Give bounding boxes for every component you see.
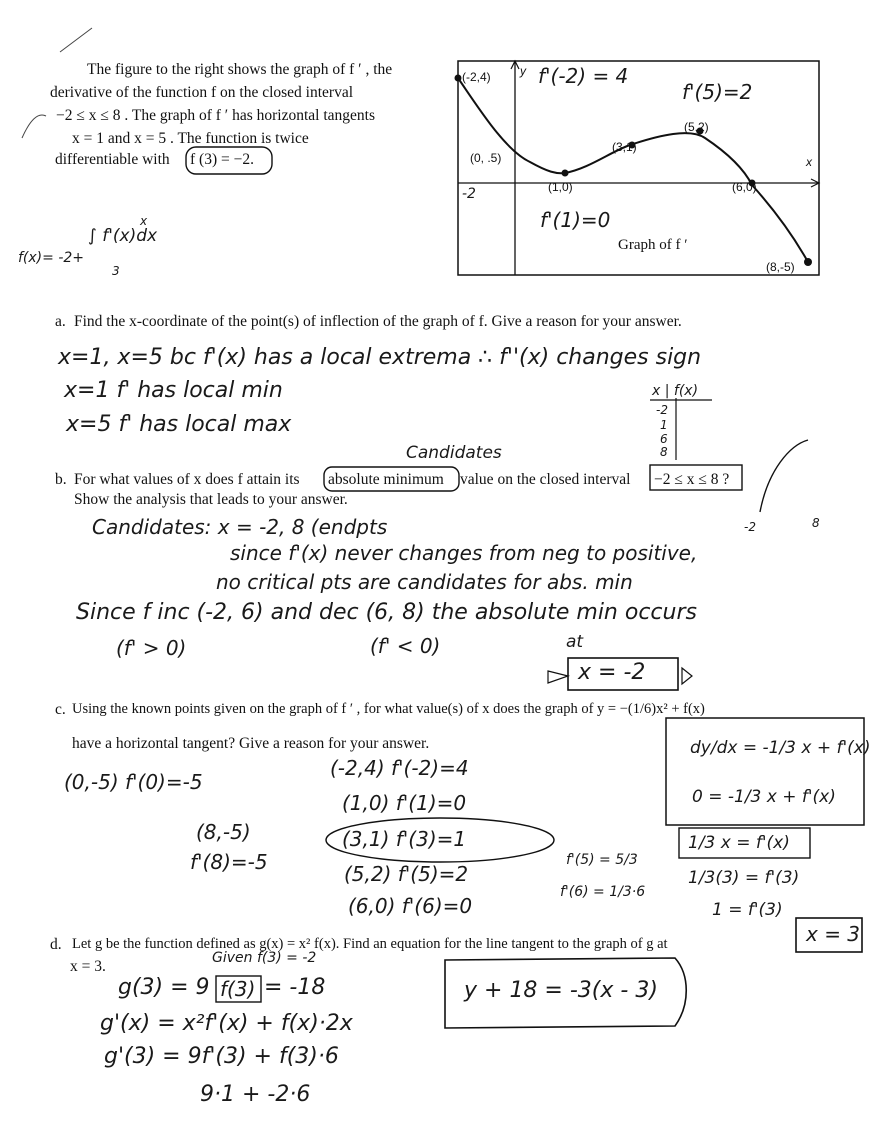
intro-line-2: derivative of the function f on the closed interval: [50, 84, 354, 101]
part-b-final: x = -2: [578, 660, 646, 685]
sketch-curve: [760, 440, 808, 512]
part-c-box-eq1: dy/dx = -1/3 x + f'(x): [690, 738, 871, 758]
part-b-label: b.: [55, 471, 67, 488]
intro-line-3: −2 ≤ x ≤ 8 . The graph of f ′ has horizontal tangents: [56, 107, 375, 124]
part-c-question: Using the known points given on the graph of f ′ , for what value(s) of x does the graph of y = −(1/6)x² + f(x): [72, 701, 705, 717]
part-d-question: Let g be the function defined as g(x) = x² f(x). Find an equation for the line tangent to the graph of g at: [72, 936, 668, 952]
part-c-right-2: f'(6) = 1/3·6: [560, 884, 646, 900]
side-table-v2: 1: [660, 418, 668, 432]
part-d-work-3: g'(3) = 9f'(3) + f(3)·6: [104, 1044, 339, 1069]
part-d-question-2: x = 3.: [70, 958, 106, 975]
label-3-1: (3,1): [612, 140, 637, 154]
part-b-answer-5b: (f' < 0): [370, 634, 441, 658]
margin-fx: f(x)= -2+: [18, 250, 85, 266]
sketch-right-label: 8: [812, 516, 820, 530]
margin-scribble: [60, 28, 92, 52]
point-neg2-4: [455, 75, 462, 82]
part-b-question-2: Show the analysis that leads to your answer.: [74, 491, 348, 508]
part-d-work-2: g'(x) = x²f'(x) + f(x)·2x: [100, 1011, 353, 1036]
part-c-final: x = 3: [806, 922, 861, 946]
part-a-answer-2: x=1 f' has local min: [64, 378, 283, 403]
intro-line-4: x = 1 and x = 5 . The function is twice: [72, 130, 309, 147]
intro-f3-given: f (3) = −2.: [190, 151, 254, 168]
margin-lower: 3: [112, 264, 120, 278]
label-6-0: (6,0): [732, 180, 757, 194]
label-neg2-4: (-2,4): [462, 70, 491, 84]
part-b-answer-3: no critical pts are candidates for abs. min: [216, 570, 633, 594]
part-d-work-4: 9·1 + -2·6: [200, 1082, 311, 1107]
part-d-final: y + 18 = -3(x - 3): [464, 978, 658, 1003]
x-axis-label: x: [806, 155, 812, 169]
part-c-left-3: f'(8)=-5: [190, 850, 268, 874]
part-b-question-box: absolute minimum: [328, 471, 444, 488]
part-a-answer-1: x=1, x=5 bc f'(x) has a local extrema ∴ f''(x) changes sign: [58, 345, 702, 370]
part-b-answer-5a: (f' > 0): [116, 636, 187, 660]
side-table-v4: 8: [660, 445, 668, 459]
graph-title: Graph of f ′: [618, 237, 688, 253]
intro-line-5: differentiable with: [55, 151, 170, 168]
part-c-mid-1: (-2,4) f'(-2)=4: [330, 756, 469, 780]
label-8-neg5: (8,-5): [766, 260, 795, 274]
note-neg2: -2: [462, 186, 476, 202]
point-8-neg5: [804, 258, 812, 266]
label-1-0: (1,0): [548, 180, 573, 194]
label-5-2: (5,2): [684, 120, 709, 134]
part-d-work-1a: g(3) = 9: [118, 975, 210, 1000]
part-c-right-1: f'(5) = 5/3: [566, 852, 638, 868]
candidates-note: Candidates: [406, 443, 502, 463]
part-c-mid-4: (5,2) f'(5)=2: [344, 862, 469, 886]
part-d-given: Given f(3) = -2: [212, 950, 317, 966]
y-axis-label: y: [520, 64, 526, 78]
star-left: [548, 671, 568, 683]
part-b-at: at: [566, 632, 584, 652]
part-c-label: c.: [55, 701, 66, 718]
margin-upper: x: [140, 214, 148, 228]
part-d-label: d.: [50, 936, 62, 953]
part-c-box-eq5: 1 = f'(3): [712, 900, 783, 920]
part-d-work-1c: = -18: [264, 975, 326, 1000]
side-table-v1: -2: [656, 403, 668, 417]
part-c-box-eq2: 0 = -1/3 x + f'(x): [692, 787, 836, 807]
sketch-left-label: -2: [744, 520, 756, 534]
part-c-left-1: (0,-5) f'(0)=-5: [64, 770, 203, 794]
part-b-question-a: For what values of x does f attain its: [74, 471, 300, 488]
part-b-answer-1: Candidates: x = -2, 8 (endpts: [92, 515, 388, 539]
part-c-mid-3: (3,1) f'(3)=1: [342, 827, 467, 851]
part-c-mid-5: (6,0) f'(6)=0: [348, 894, 473, 918]
part-b-answer-2: since f'(x) never changes from neg to positive,: [230, 541, 698, 565]
margin-integral: ∫ f'(x)dx: [88, 226, 158, 246]
side-table-header: x | f(x): [652, 383, 699, 399]
part-a-label: a.: [55, 313, 66, 330]
f-prime-curve: [458, 78, 808, 262]
intro-line-1: The figure to the right shows the graph of f ′ , the: [87, 61, 393, 78]
note-fprime-5: f'(5)=2: [682, 80, 753, 104]
side-table-v3: 6: [660, 432, 668, 446]
star-right: [682, 668, 692, 684]
part-b-question-b: value on the closed interval: [460, 471, 631, 488]
note-fprime-1: f'(1)=0: [540, 208, 611, 232]
label-0-05: (0, .5): [470, 151, 502, 165]
part-c-box-eq3: 1/3 x = f'(x): [688, 833, 790, 853]
part-c-box-eq4: 1/3(3) = f'(3): [688, 868, 800, 888]
point-1-0: [562, 170, 569, 177]
part-a-answer-3: x=5 f' has local max: [66, 412, 292, 437]
note-fprime-neg2: f'(-2) = 4: [538, 64, 629, 88]
part-c-left-2: (8,-5): [196, 820, 251, 844]
part-c-mid-2: (1,0) f'(1)=0: [342, 791, 467, 815]
c-box: [666, 718, 864, 825]
part-d-work-1b: f(3): [220, 977, 256, 1001]
part-b-answer-4: Since f inc (-2, 6) and dec (6, 8) the absolute min occurs: [76, 600, 697, 625]
part-a-question: Find the x-coordinate of the point(s) of inflection of the graph of f. Give a reason for your answer.: [74, 313, 682, 330]
part-c-question-2: have a horizontal tangent? Give a reason for your answer.: [72, 735, 430, 752]
part-b-interval: −2 ≤ x ≤ 8 ?: [654, 471, 730, 488]
margin-scribble-2: [22, 115, 46, 138]
